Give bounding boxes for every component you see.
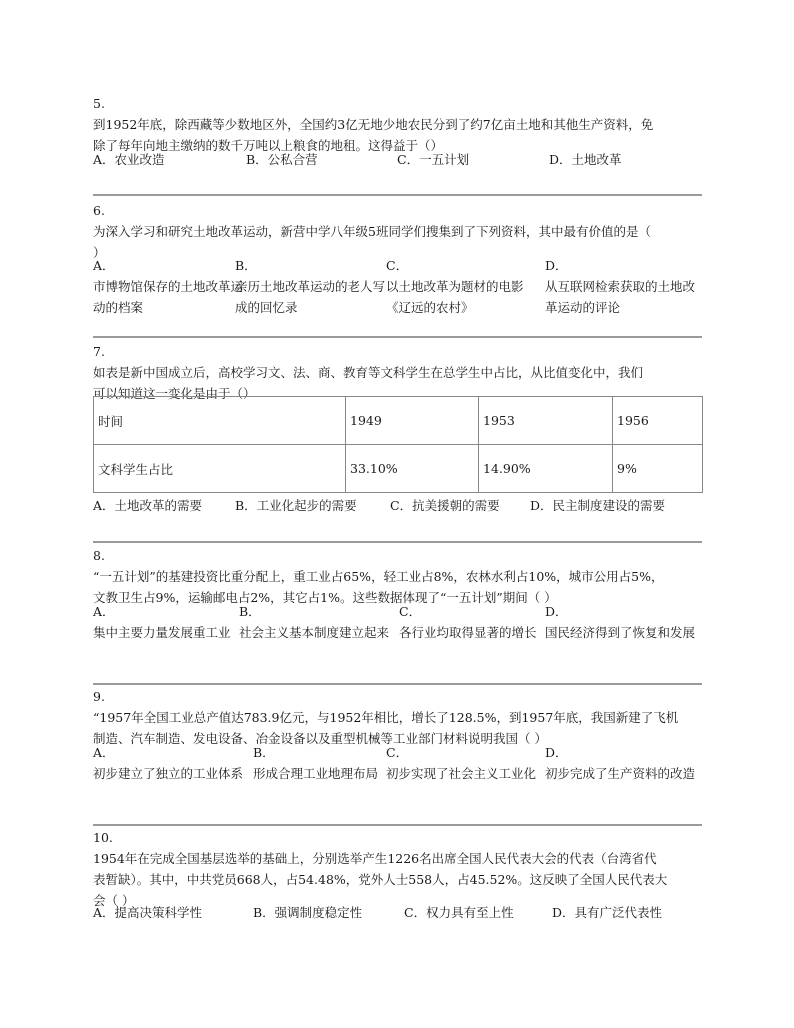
option-text: 各行业均取得显著的增长	[399, 625, 537, 640]
question-stem-line: 如表是新中国成立后，高校学习文、法、商、教育等文科学生在总学生中占比，从比值变化中，我们	[93, 365, 644, 380]
option-b[interactable]	[239, 601, 389, 643]
option-a[interactable]: A．土地改革的需要	[93, 498, 203, 513]
divider	[93, 194, 702, 196]
question-8	[93, 545, 702, 608]
question-stem-line: 制造、汽车制造、发电设备、冶金设备以及重型机械等工业部门材料说明我国（ ）	[93, 731, 547, 746]
question-number: 6.	[93, 203, 105, 218]
divider	[93, 824, 702, 826]
question-7	[93, 341, 702, 404]
option-text: 初步实现了社会主义工业化	[386, 766, 537, 781]
data-table	[93, 396, 703, 493]
option-text: 初步建立了独立的工业体系	[93, 766, 244, 781]
question-stem-line: 到1952年底，除西藏等少数地区外，全国约3亿无地少地农民分到了约7亿亩土地和其他生产资料，免	[93, 117, 654, 132]
option-text: 市博物馆保存的土地改革运动的档案	[93, 279, 244, 315]
option-c[interactable]: C．一五计划	[397, 152, 470, 167]
option-c[interactable]: C．权力具有至上性	[404, 905, 514, 920]
option-d[interactable]	[545, 601, 695, 643]
option-letter: C．	[386, 258, 409, 273]
option-c[interactable]	[386, 742, 536, 784]
table-cell: 1949	[346, 397, 479, 445]
option-letter: B．	[253, 745, 275, 760]
option-text: 国民经济得到了恢复和发展	[545, 625, 696, 640]
table-cell: 1953	[479, 397, 613, 445]
question-stem-line: 为深入学习和研究土地改革运动，新营中学八年级5班同学们搜集到了下列资料，其中最有价值的是（	[93, 224, 651, 239]
option-a[interactable]	[93, 601, 243, 643]
option-b[interactable]	[235, 255, 385, 318]
option-letter: C．	[386, 745, 409, 760]
option-c[interactable]	[399, 601, 549, 643]
option-a[interactable]: A．提高决策科学性	[93, 905, 203, 920]
option-letter: B．	[239, 604, 261, 619]
question-stem-line: 表暂缺）。其中，中共党员668人，占54.48%，党外人士558人，占45.52%。这反映了全国人民代表大	[93, 872, 668, 887]
option-text: 从互联网检索获取的土地改革运动的评论	[545, 279, 696, 315]
table-cell: 时间	[94, 397, 346, 445]
question-10	[93, 827, 702, 911]
option-letter: D．	[545, 258, 568, 273]
table-cell: 14.90%	[479, 445, 613, 493]
option-c[interactable]	[386, 255, 536, 318]
option-letter: A．	[93, 745, 115, 760]
question-number: 7.	[93, 344, 105, 359]
option-text: 集中主要力量发展重工业	[93, 625, 231, 640]
option-b[interactable]: B．工业化起步的需要	[235, 498, 357, 513]
divider	[93, 683, 702, 685]
question-5	[93, 93, 702, 156]
question-stem-line: 文教卫生占9%，运输邮电占2%，其它占1%。这些数据体现了“一五计划”期间（ ）	[93, 590, 557, 605]
option-letter: D．	[545, 745, 568, 760]
question-stem-line: ）	[93, 245, 106, 260]
option-d[interactable]: D．土地改革	[549, 152, 622, 167]
option-a[interactable]: A．农业改造	[93, 152, 165, 167]
question-9	[93, 686, 702, 749]
question-stem-line: 可以知道这一变化是由于（）	[93, 386, 256, 401]
question-stem-line: “一五计划”的基建投资比重分配上，重工业占65%，轻工业占8%，农林水利占10%，城市公用占5%，	[93, 569, 664, 584]
divider	[93, 541, 702, 543]
question-number: 9.	[93, 689, 105, 704]
question-number: 8.	[93, 548, 105, 563]
table-cell: 文科学生占比	[94, 445, 346, 493]
option-text: 初步完成了生产资料的改造	[545, 766, 696, 781]
option-d[interactable]	[545, 742, 695, 784]
option-d[interactable]	[545, 255, 695, 318]
option-letter: C．	[399, 604, 422, 619]
option-b[interactable]: B．公私合营	[246, 152, 318, 167]
question-stem-line: “1957年全国工业总产值达783.9亿元，与1952年相比，增长了128.5%，到1957年底，我国新建了飞机	[93, 710, 679, 725]
option-d[interactable]: D．民主制度建设的需要	[530, 498, 666, 513]
option-letter: A．	[93, 604, 115, 619]
table-cell: 33.10%	[346, 445, 479, 493]
table-row	[94, 397, 703, 445]
option-text: 社会主义基本制度建立起来	[239, 625, 390, 640]
option-text: 亲历土地改革运动的老人写成的回忆录	[235, 279, 386, 315]
table-cell: 1956	[613, 397, 703, 445]
option-a[interactable]	[93, 742, 243, 784]
question-6	[93, 200, 702, 263]
option-letter: B．	[235, 258, 257, 273]
option-letter: D．	[545, 604, 568, 619]
option-a[interactable]	[93, 255, 243, 318]
question-number: 5.	[93, 96, 105, 111]
option-d[interactable]: D．具有广泛代表性	[552, 905, 663, 920]
option-b[interactable]	[253, 742, 403, 784]
option-c[interactable]: C．抗美援朝的需要	[390, 498, 500, 513]
option-letter: A．	[93, 258, 115, 273]
question-stem-line: 会（ ）	[93, 893, 135, 908]
question-stem-line: 1954年在完成全国基层选举的基础上，分别选举产生1226名出席全国人民代表大会的代表（台湾省代	[93, 851, 657, 866]
question-number: 10.	[93, 830, 113, 845]
option-text: 形成合理工业地理布局	[253, 766, 379, 781]
table-row	[94, 445, 703, 493]
option-b[interactable]: B．强调制度稳定性	[253, 905, 363, 920]
question-stem-line: 除了每年向地主缴纳的数千万吨以上粮食的地租。这得益于（）	[93, 138, 444, 153]
table-cell: 9%	[613, 445, 703, 493]
divider	[93, 336, 702, 338]
option-text: 以土地改革为题材的电影《辽远的农村》	[386, 279, 524, 315]
